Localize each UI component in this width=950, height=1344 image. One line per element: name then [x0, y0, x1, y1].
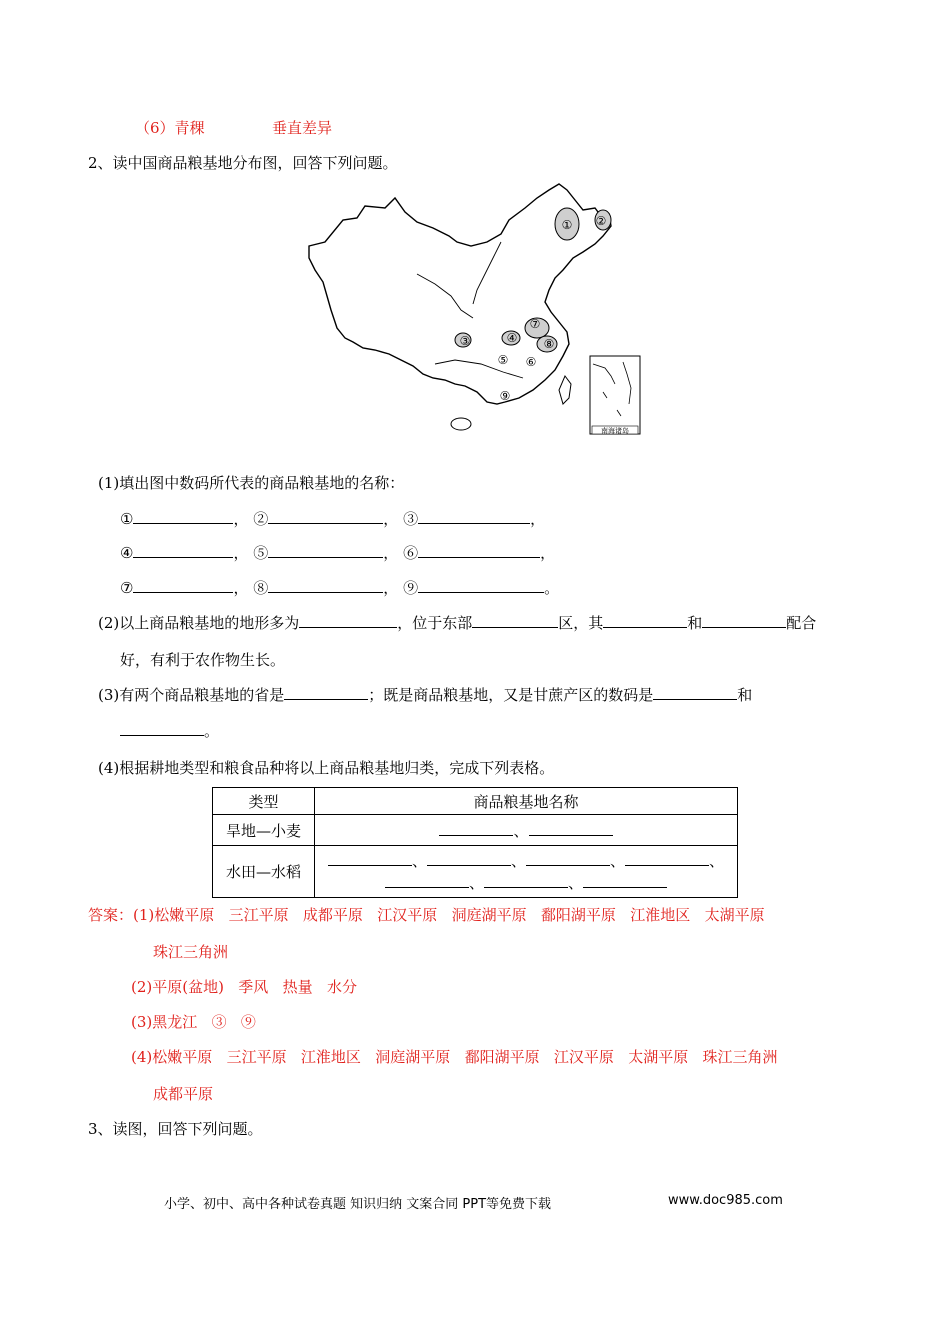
answer-blank-factor-1[interactable] — [603, 626, 687, 628]
answer-1-continued: 珠江三角洲 — [153, 943, 229, 961]
answer-blank-8[interactable] — [268, 591, 383, 593]
row-type-dryland: 旱地—小麦 — [213, 815, 315, 846]
answer-blank-wheat-2[interactable] — [529, 834, 613, 836]
map-marker-3: ③ — [459, 334, 471, 348]
map-marker-2: ② — [595, 214, 607, 228]
map-marker-9: ⑨ — [499, 389, 511, 403]
footer-url[interactable]: www.doc985.com — [668, 1193, 783, 1208]
answer-blank-1[interactable] — [133, 522, 233, 524]
answer-blank-2[interactable] — [268, 522, 383, 524]
row-blanks-paddy: 、 、 、 、 、 、 — [315, 846, 738, 898]
answer-2: (2)平原(盆地) 季风 热量 水分 — [131, 978, 357, 996]
part-3-line-1: (3)有两个商品粮基地的省是 ；既是商品粮基地，又是甘蔗产区的数码是 和 — [98, 686, 753, 704]
answer-blank-rice-5[interactable] — [385, 886, 469, 888]
header-type: 类型 — [213, 788, 315, 815]
south-china-sea-inset — [590, 356, 640, 434]
footer-text: 小学、初中、高中各种试卷真题 知识归纳 文案合同 PPT等免费下载 — [164, 1197, 552, 1212]
answer-blank-5[interactable] — [268, 556, 383, 558]
answer-blank-4[interactable] — [133, 556, 233, 558]
inset-label: 南海诸岛 — [601, 427, 629, 435]
answer-blank-7[interactable] — [133, 591, 233, 593]
answer-3: (3)黑龙江 ③ ⑨ — [131, 1013, 256, 1031]
answer-1: 答案：(1)松嫩平原 三江平原 成都平原 江汉平原 洞庭湖平原 鄱阳湖平原 江淮地区 太湖平原 — [88, 906, 765, 924]
answer-blank-factor-2[interactable] — [702, 626, 786, 628]
row-blanks-dryland: 、 — [315, 815, 738, 846]
prev-answer-item: （6）青稞 — [135, 119, 205, 137]
answer-4-continued: 成都平原 — [153, 1085, 214, 1103]
fill-row-1: ① ， ② ， ③ ， — [120, 510, 546, 528]
table-row — [213, 846, 738, 898]
map-marker-6: ⑥ — [525, 355, 537, 369]
map-marker-1: ① — [561, 218, 573, 232]
classification-table — [212, 787, 738, 898]
part-2-line-2: 好，有利于农作物生长。 — [120, 651, 286, 669]
question-2-stem: 2、读中国商品粮基地分布图，回答下列问题。 — [88, 154, 398, 172]
answer-blank-wheat-1[interactable] — [439, 834, 513, 836]
table-header-row — [213, 788, 738, 815]
hainan-island — [451, 418, 471, 430]
prev-answer-value: 垂直差异 — [272, 119, 333, 137]
row-type-paddy: 水田—水稻 — [213, 846, 315, 898]
answer-blank-3[interactable] — [418, 522, 530, 524]
inner-border-west — [417, 274, 473, 318]
answer-blank-rice-7[interactable] — [583, 886, 667, 888]
map-marker-5: ⑤ — [497, 353, 509, 367]
table-row — [213, 815, 738, 846]
answer-4: (4)松嫩平原 三江平原 江淮地区 洞庭湖平原 鄱阳湖平原 江汉平原 太湖平原 珠江三角洲 — [131, 1048, 778, 1066]
answer-blank-rice-1[interactable] — [328, 864, 412, 866]
answer-blank-rice-3[interactable] — [526, 864, 610, 866]
taiwan-island — [559, 376, 571, 404]
map-marker-4: ④ — [506, 331, 518, 345]
part-2-line-1: (2)以上商品粮基地的地形多为 ，位于东部 区，其 和 配合 — [98, 614, 817, 632]
china-grain-base-map — [305, 178, 645, 440]
answer-blank-9[interactable] — [418, 591, 544, 593]
answer-label: 答案： — [88, 906, 134, 924]
inner-border-south — [435, 360, 523, 378]
header-base-names: 商品粮基地名称 — [315, 788, 738, 815]
answer-blank-6[interactable] — [418, 556, 540, 558]
part-1-text: (1)填出图中数码所代表的商品粮基地的名称： — [98, 474, 405, 492]
map-marker-7: ⑦ — [529, 317, 541, 331]
inner-border-north — [473, 242, 501, 304]
answer-blank-rice-4[interactable] — [625, 864, 709, 866]
answer-blank-rice-6[interactable] — [484, 886, 568, 888]
answer-blank-sugarcane-2[interactable] — [120, 734, 204, 736]
answer-blank-region[interactable] — [472, 626, 558, 628]
answer-blank-province[interactable] — [284, 698, 368, 700]
fill-row-3: ⑦ ， ⑧ ， ⑨ 。 — [120, 579, 560, 597]
map-marker-8: ⑧ — [543, 337, 555, 351]
answer-blank-rice-2[interactable] — [427, 864, 511, 866]
question-3-stem: 3、读图，回答下列问题。 — [88, 1120, 263, 1138]
answer-blank-terrain[interactable] — [299, 626, 397, 628]
answer-blank-sugarcane-1[interactable] — [653, 698, 737, 700]
fill-row-2: ④ ， ⑤ ， ⑥ ， — [120, 544, 556, 562]
part-3-line-2: 。 — [120, 720, 219, 741]
part-4-text: (4)根据耕地类型和粮食品种将以上商品粮基地归类，完成下列表格。 — [98, 759, 555, 777]
